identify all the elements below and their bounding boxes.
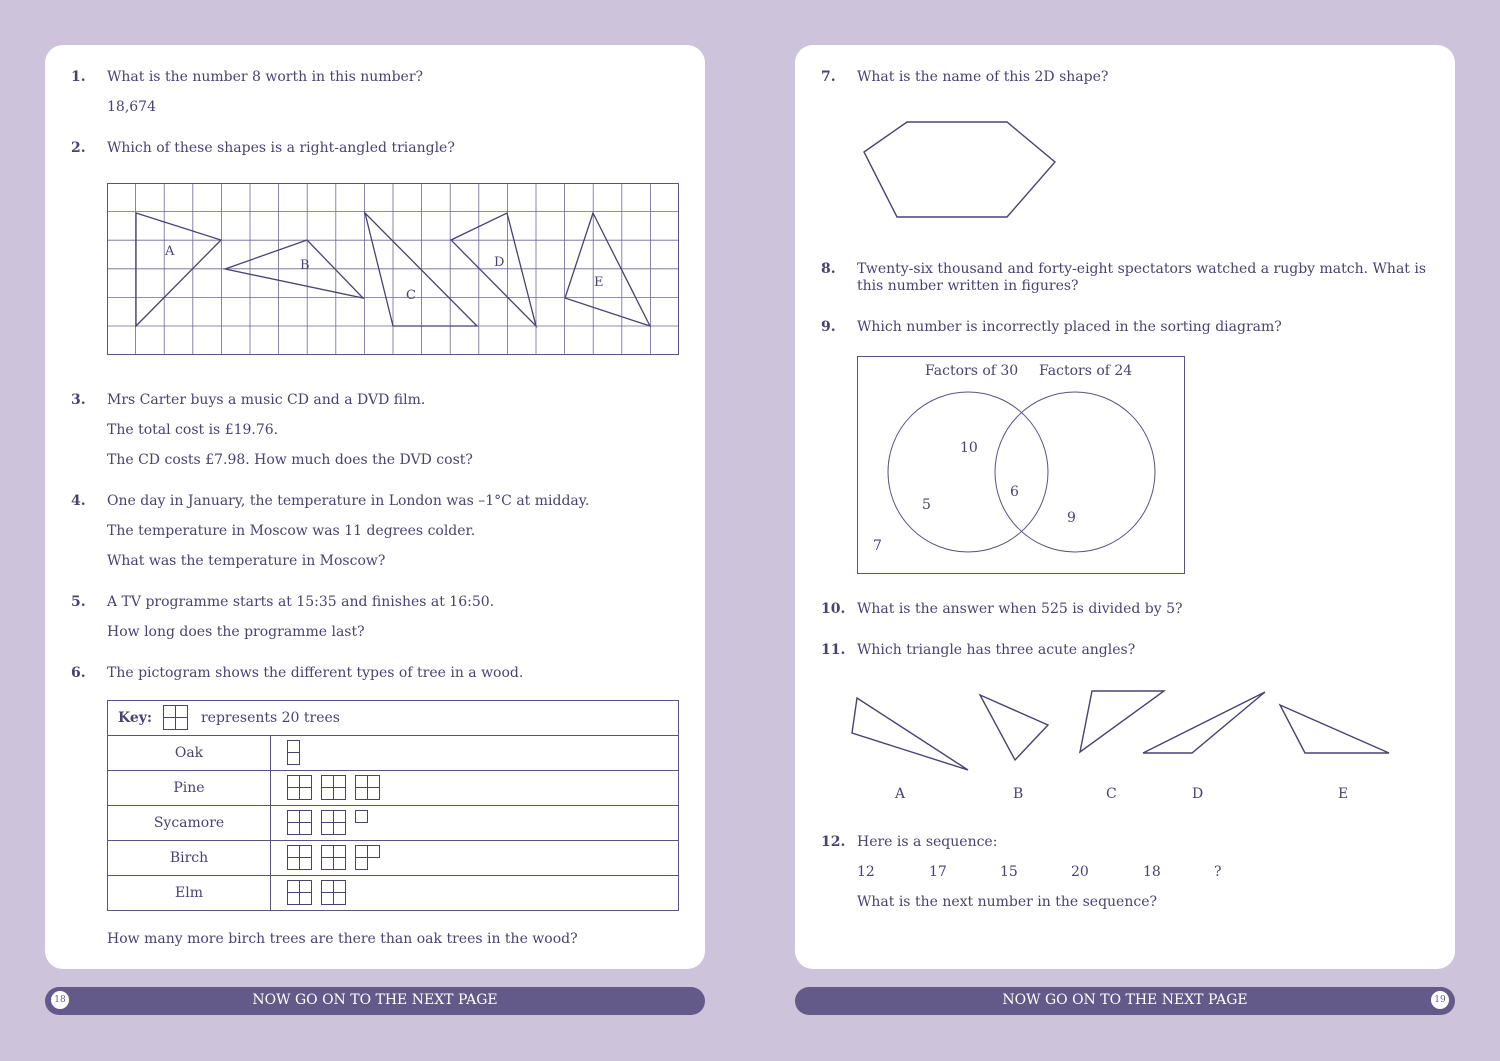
venn-number-7: 7 xyxy=(873,538,882,554)
q8-text: Twenty-six thousand and forty-eight spectators watched a rugby match. What is this number written in figures? xyxy=(857,261,1427,294)
acute-triangle-b xyxy=(980,695,1048,760)
q3-number: 3. xyxy=(71,392,86,408)
sequence-item: ? xyxy=(1214,864,1222,880)
right-footer-bar xyxy=(795,987,1455,1015)
venn-number-5: 5 xyxy=(922,497,931,513)
right-page xyxy=(795,45,1455,969)
sequence-item: 18 xyxy=(1143,864,1161,880)
pictogram-key-row xyxy=(108,701,679,736)
q12-question: What is the next number in the sequence? xyxy=(857,894,1157,910)
q4-number: 4. xyxy=(71,493,86,509)
q1-number: 1. xyxy=(71,69,86,85)
tree-symbol-icon xyxy=(321,810,347,836)
sequence-item: 15 xyxy=(1000,864,1018,880)
left-page xyxy=(45,45,705,969)
q5-line-2: How long does the programme last? xyxy=(107,624,365,640)
acute-label-d: D xyxy=(1192,786,1204,802)
q12-text: Here is a sequence: xyxy=(857,834,998,850)
q11-text: Which triangle has three acute angles? xyxy=(857,642,1136,658)
triangle-c xyxy=(365,213,477,326)
q8-number: 8. xyxy=(821,261,836,277)
q1-value: 18,674 xyxy=(107,99,156,115)
tree-symbol-icon xyxy=(321,775,347,801)
acute-triangle-a xyxy=(852,698,968,770)
acute-triangle-d xyxy=(1143,692,1265,753)
tree-name-oak: Oak xyxy=(108,736,271,771)
tree-symbols xyxy=(271,876,679,911)
tree-symbol-icon xyxy=(287,845,313,871)
tri-label-d: D xyxy=(494,255,505,270)
q4-line-2: The temperature in Moscow was 11 degrees colder. xyxy=(107,523,476,539)
sequence-item: 12 xyxy=(857,864,875,880)
q7-number: 7. xyxy=(821,69,836,85)
page-number-right: 19 xyxy=(1431,991,1449,1009)
q6-text: The pictogram shows the different types of tree in a wood. xyxy=(107,665,524,681)
pictogram-row-birch xyxy=(108,841,679,876)
venn-diagram xyxy=(857,356,1186,575)
set-a-label: Factors of 30 xyxy=(925,363,1019,379)
tree-symbol-icon xyxy=(287,810,313,836)
acute-label-e: E xyxy=(1338,786,1349,802)
tree-name-sycamore: Sycamore xyxy=(108,806,271,841)
quarter-tree-symbol-icon xyxy=(287,740,313,766)
acute-triangles xyxy=(835,680,1405,815)
sequence-item: 17 xyxy=(929,864,947,880)
q3-line-1: Mrs Carter buys a music CD and a DVD film. xyxy=(107,392,426,408)
pictogram-row-oak xyxy=(108,736,679,771)
acute-label-c: C xyxy=(1106,786,1117,802)
tree-name-elm: Elm xyxy=(108,876,271,911)
tri-label-a: A xyxy=(165,244,175,259)
q10-text: What is the answer when 525 is divided by 5? xyxy=(857,601,1183,617)
tree-symbol-icon xyxy=(287,880,313,906)
acute-label-b: B xyxy=(1013,786,1024,802)
q5-number: 5. xyxy=(71,594,86,610)
tree-symbol-icon xyxy=(321,880,347,906)
sequence-item: 20 xyxy=(1071,864,1089,880)
tree-symbols xyxy=(271,841,679,876)
acute-label-a: A xyxy=(895,786,906,802)
q6-number: 6. xyxy=(71,665,86,681)
tree-symbols xyxy=(271,806,679,841)
q9-number: 9. xyxy=(821,319,836,335)
pictogram-row-pine xyxy=(108,771,679,806)
pictogram-table xyxy=(107,700,679,911)
pictogram-row-elm xyxy=(108,876,679,911)
q9-text: Which number is incorrectly placed in the sorting diagram? xyxy=(857,319,1282,335)
left-footer-bar xyxy=(45,987,705,1015)
set-b-label: Factors of 24 xyxy=(1039,363,1133,379)
triangle-a xyxy=(136,213,221,326)
tree-symbols xyxy=(271,771,679,806)
q4-line-1: One day in January, the temperature in London was –1°C at midday. xyxy=(107,493,590,509)
quarter-tree-symbol-icon xyxy=(355,810,381,836)
venn-number-6: 6 xyxy=(1010,484,1019,500)
key-label: Key: xyxy=(118,710,153,726)
tri-label-c: C xyxy=(406,288,416,303)
tri-label-e: E xyxy=(594,275,604,290)
q3-line-2: The total cost is £19.76. xyxy=(107,422,279,438)
pictogram-row-sycamore xyxy=(108,806,679,841)
acute-triangle-c xyxy=(1080,691,1164,752)
tri-label-b: B xyxy=(300,258,310,273)
q11-number: 11. xyxy=(821,642,846,658)
right-footer-text: NOW GO ON TO THE NEXT PAGE xyxy=(1002,992,1248,1008)
tree-symbols xyxy=(271,736,679,771)
acute-triangle-e xyxy=(1280,705,1389,753)
q2-text: Which of these shapes is a right-angled triangle? xyxy=(107,140,455,156)
three-quarter-tree-symbol-icon xyxy=(355,845,381,871)
hexagon-shape xyxy=(857,115,1057,225)
venn-number-9: 9 xyxy=(1067,510,1076,526)
tree-symbol-icon xyxy=(287,775,313,801)
tree-symbol-icon xyxy=(321,845,347,871)
q4-line-3: What was the temperature in Moscow? xyxy=(107,553,386,569)
q3-line-3: The CD costs £7.98. How much does the DVD cost? xyxy=(107,452,473,468)
q10-number: 10. xyxy=(821,601,846,617)
tree-symbol-icon xyxy=(355,775,381,801)
venn-number-10: 10 xyxy=(960,440,978,456)
page-number-left: 18 xyxy=(51,991,69,1009)
q6-question: How many more birch trees are there than oak trees in the wood? xyxy=(107,931,578,947)
q2-number: 2. xyxy=(71,140,86,156)
q12-number: 12. xyxy=(821,834,846,850)
q5-line-1: A TV programme starts at 15:35 and finishes at 16:50. xyxy=(107,594,495,610)
triangle-e xyxy=(565,213,650,326)
triangle-grid xyxy=(107,183,679,355)
key-tree-symbol-icon xyxy=(163,705,189,731)
tree-name-birch: Birch xyxy=(108,841,271,876)
q1-text: What is the number 8 worth in this number? xyxy=(107,69,424,85)
tree-name-pine: Pine xyxy=(108,771,271,806)
q7-text: What is the name of this 2D shape? xyxy=(857,69,1109,85)
key-text: represents 20 trees xyxy=(200,710,340,726)
left-footer-text: NOW GO ON TO THE NEXT PAGE xyxy=(252,992,498,1008)
